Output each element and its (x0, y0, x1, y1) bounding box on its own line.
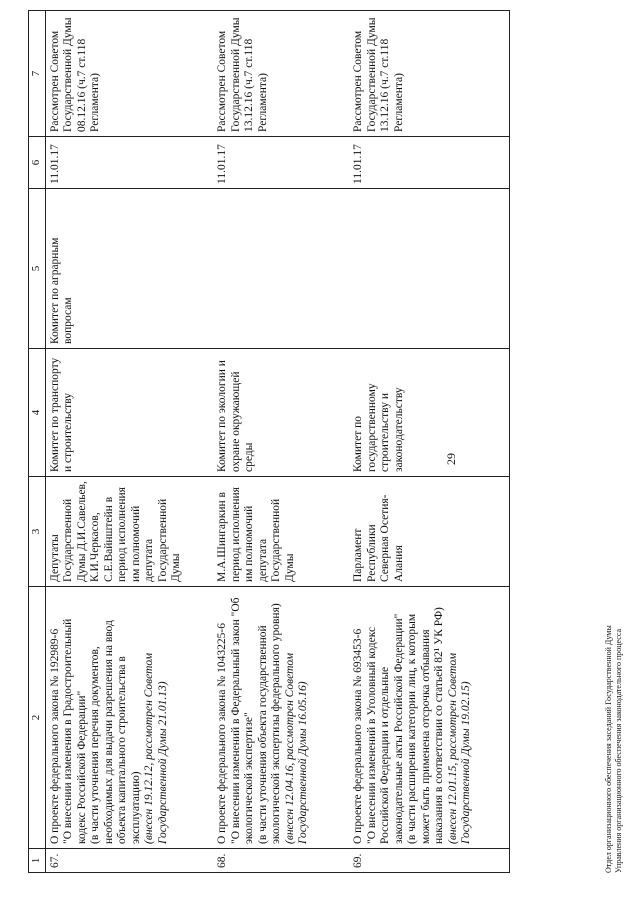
row-number: 68. (213, 849, 349, 873)
column-number: 3 (29, 477, 46, 587)
date: 11.01.17 (349, 137, 509, 189)
bill-author: М.А.Шингаркин в период исполнения им полномочий депутата Государственной Думы (213, 477, 349, 587)
bill-detail: (в части уточнения объекта государственной экологической экспертизы федерального уровня) (256, 603, 282, 844)
co-committee (213, 189, 349, 349)
date: 11.01.17 (45, 137, 213, 189)
bill-description (45, 587, 213, 849)
status: Рассмотрен Советом Государственной Думы 13.12.16 (ч.7 ст.118 Регламента) (213, 11, 349, 137)
column-numbers-row (29, 11, 46, 873)
status: Рассмотрен Советом Государственной Думы 08.12.16 (ч.7 ст.118 Регламента) (45, 11, 213, 137)
column-number: 4 (29, 349, 46, 477)
table-row (213, 11, 349, 873)
responsible-committee: Комитет по транспорту и строительству (45, 349, 213, 477)
bill-number: О проекте федерального закона № 192989-6 (48, 628, 61, 844)
status: Рассмотрен Советом Государственной Думы 13.12.16 (ч.7 ст.118 Регламента) (349, 11, 509, 137)
column-number: 1 (29, 849, 46, 873)
responsible-committee: Комитет по государственному строительству и законодательству (349, 349, 509, 477)
bill-title: "О внесении изменений в Федеральный закон "Об экологической экспертизе" (229, 597, 255, 844)
bill-author: Парламент Республики Северная Осетия-Алания (349, 477, 509, 587)
responsible-committee: Комитет по экологии и охране окружающей среды (213, 349, 349, 477)
co-committee: Комитет по аграрным вопросам (45, 189, 213, 349)
page-number: 29 (444, 453, 458, 465)
bill-detail: (в части уточнения перечня документов, необходимых для выдачи разрешения на ввод объекта капитального строительства в эксплуатацию) (89, 620, 142, 844)
bill-title: "О внесении изменений в Уголовный кодекс Российской Федерации и отдельные законодательные акты Российской Федерации" (365, 613, 405, 844)
table-row (349, 11, 509, 873)
bill-author: Депутаты Государственной Думы Д.И.Савельев, К.И.Черкасов, С.Е.Вайнштейн в период исполнения им полномочий депутата Государственной Думы (45, 477, 213, 587)
bill-number: О проекте федерального закона № 693453-6 (352, 628, 364, 844)
row-number: 69. (349, 849, 509, 873)
bill-description (213, 587, 349, 849)
co-committee (349, 189, 509, 349)
bill-detail: (в части расширения категории лиц, к которым может быть применена отсрочка отбывания наказания в соответствии со статьей 82¹ УК РФ) (406, 607, 445, 844)
row-number: 67. (45, 849, 213, 873)
bill-description (349, 587, 509, 849)
bill-title: "О внесении изменения в Градостроительный кодекс Российской Федерации" (62, 618, 88, 844)
footer-line-1: Отдел организационного обеспечения заседаний Государственной Думы (604, 625, 613, 873)
table-row (45, 11, 213, 873)
bill-note: (внесен 12.01.15, рассмотрен Советом Государственной Думы 19.02.15) (446, 652, 472, 844)
bill-note: (внесен 19.12.12, рассмотрен Советом Государственной Думы 21.01.13) (143, 652, 169, 844)
footer (604, 625, 624, 873)
column-number: 2 (29, 587, 46, 849)
date: 11.01.17 (213, 137, 349, 189)
column-number: 5 (29, 189, 46, 349)
bill-note: (внесен 12.04.16, рассмотрен Советом Государственной Думы 16.05.16) (283, 652, 309, 844)
bills-table (28, 10, 510, 873)
footer-line-2: Управления организационного обеспечения законодательного процесса (614, 628, 623, 873)
bill-number: О проекте федерального закона № 1043225-6 (216, 623, 228, 844)
column-number: 6 (29, 137, 46, 189)
column-number: 7 (29, 11, 46, 137)
